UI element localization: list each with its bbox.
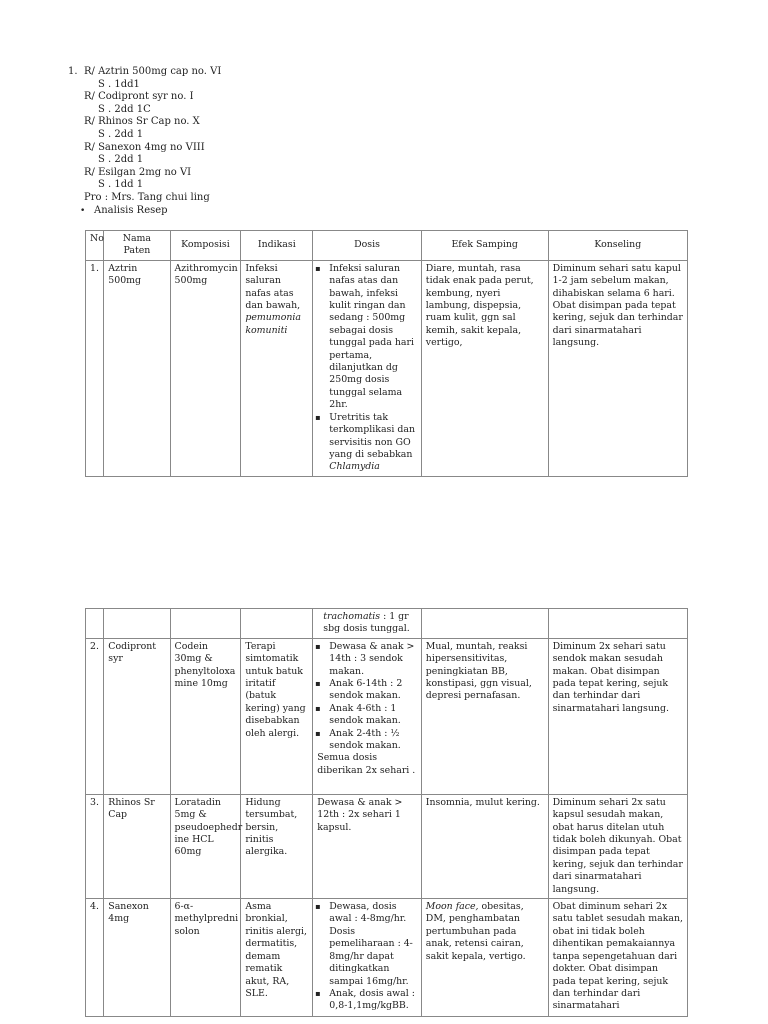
table-row-continuation xyxy=(86,609,688,639)
dosis-bullet: ▪ Infeksi saluran nafas atas dan bawah, infeksi kulit ringan dan sedang : 500mg sebagai dosis tunggal pada hari pertama, dilanjutkan dg 250mg dosis tunggal selama 2hr. xyxy=(325,263,417,412)
header-dosis: Dosis xyxy=(313,231,422,261)
dosis-bullet: ▪ Anak 2-4th : ½ sendok makan. xyxy=(325,728,417,753)
table-row xyxy=(86,899,688,1017)
cell-nama: Rhinos Sr Cap xyxy=(104,794,170,898)
cell-indikasi xyxy=(241,260,313,476)
list-number: 1. xyxy=(68,66,78,77)
cell-no: 1. xyxy=(86,260,104,476)
cell-konseling: Diminum sehari 2x satu kapsul sesudah makan, obat harus ditelan utuh tidak boleh dikunyah. Obat disimpan pada tepat kering, sejuk dan terhindar dari sinarmatahari langsung. xyxy=(548,794,687,898)
indikasi-italic: pemumonia komuniti xyxy=(245,312,301,336)
dosis-note: Semua dosis diberikan 2x sehari . xyxy=(317,752,416,776)
dosis-text: Uretritis tak terkomplikasi dan servisitis non GO yang di sebabkan xyxy=(329,411,415,460)
cell-efek xyxy=(421,899,548,1017)
cell-efek: Insomnia, mulut kering. xyxy=(421,794,548,898)
rx-line: R/ Esilgan 2mg no VI xyxy=(84,166,192,178)
cell-komposisi: Codein 30mg & phenyltoloxa mine 10mg xyxy=(170,638,241,794)
cell-nama: Codipront syr xyxy=(104,638,170,794)
cell-konseling: Obat diminum sehari 2x satu tablet sesudah makan, obat ini tidak boleh dihentikan pemakaiannya tanpa sepengetahuan dari dokter. Obat disimpan pada tepat kering, sejuk dan terhindar dari sinarmatahari xyxy=(548,899,687,1017)
dosis-bullet xyxy=(325,412,417,474)
cell-komposisi: Azithromycin 500mg xyxy=(170,260,241,476)
patient-line: Pro : Mrs. Tang chui ling xyxy=(84,191,210,203)
sig-line: S . 2dd 1C xyxy=(98,103,151,115)
rx-text: R/ Aztrin 500mg cap no. VI xyxy=(84,66,222,77)
prescription-block xyxy=(68,66,221,217)
cell-no: 4. xyxy=(86,899,104,1017)
dosis-bullet: ▪ Anak 4-6th : 1 sendok makan. xyxy=(325,703,417,728)
analysis-table-part2 xyxy=(85,608,688,1017)
cell-indikasi: Terapi simtomatik untuk batuk iritatif (batuk kering) yang disebabkan oleh alergi. xyxy=(241,638,313,794)
cell-komposisi: Loratadin 5mg & pseudoephedr ine HCL 60mg xyxy=(170,794,241,898)
cell-indikasi xyxy=(241,609,313,639)
rx-line: R/ Codipront syr no. I xyxy=(84,91,194,103)
header-konseling: Konseling xyxy=(548,231,687,261)
cell-komposisi: 6-α-methylpredni solon xyxy=(170,899,241,1017)
sig-line: S . 2dd 1 xyxy=(98,154,144,166)
dosis-bullet: ▪ Anak, dosis awal : 0,8-1,1mg/kgBB. xyxy=(325,988,417,1013)
cell-indikasi: Asma bronkial, rinitis alergi, dermatitis, demam rematik akut, RA, SLE. xyxy=(241,899,313,1017)
sig-line: S . 1dd 1 xyxy=(98,179,144,191)
cell-nama: Aztrin 500mg xyxy=(104,260,170,476)
cell-efek: Diare, muntah, rasa tidak enak pada perut, kembung, nyeri lambung, dispepsia, ruam kulit, ggn sal kemih, sakit kepala, vertigo, xyxy=(421,260,548,476)
efek-text: obesitas, DM, penghambatan pertumbuhan pada anak, retensi cairan, sakit kepala, vertigo. xyxy=(425,901,526,962)
cell-dosis: Dewasa & anak > 12th : 2x sehari 1 kapsul. xyxy=(313,794,422,898)
table-header-row xyxy=(86,231,688,261)
rx-line: R/ Rhinos Sr Cap no. X xyxy=(84,116,200,128)
cell-no xyxy=(86,609,104,639)
efek-italic: Moon face, xyxy=(425,901,479,913)
cell-no: 2. xyxy=(86,638,104,794)
dosis-italic: Chlamydia xyxy=(329,461,380,473)
table-row xyxy=(86,638,688,794)
dosis-text: : 1 gr sbg dosis tunggal. xyxy=(323,611,410,635)
header-komposisi: Komposisi xyxy=(170,231,241,261)
cell-konseling xyxy=(548,609,687,639)
dosis-bullet: ▪ Dewasa & anak > 14th : 3 sendok makan. xyxy=(325,641,417,678)
header-nama-paten: Nama Paten xyxy=(104,231,170,261)
section-bullet: • Analisis Resep xyxy=(68,205,221,218)
cell-nama xyxy=(104,609,170,639)
sig-line: S . 2dd 1 xyxy=(98,128,144,140)
sig-line: S . 1dd1 xyxy=(98,78,140,90)
table-row xyxy=(86,794,688,898)
cell-konseling: Diminum 2x sehari satu sendok makan sesudah makan. Obat disimpan pada tepat kering, sejuk dan terhindar dari sinarmatahari langsung. xyxy=(548,638,687,794)
header-efek-samping: Efek Samping xyxy=(421,231,548,261)
dosis-bullet: ▪ Dewasa, dosis awal : 4-8mg/hr. Dosis pemeliharaan : 4-8mg/hr dapat ditingkatkan sampai 16mg/hr. xyxy=(325,901,417,988)
cell-komposisi xyxy=(170,609,241,639)
cell-konseling: Diminum sehari satu kapul 1-2 jam sebelum makan, dihabiskan selama 6 hari. Obat disimpan pada tepat kering, sejuk dan terhindar dari sinarmatahari langsung. xyxy=(548,260,687,476)
cell-dosis xyxy=(313,609,422,639)
cell-efek: Mual, muntah, reaksi hipersensitivitas, peningkiatan BB, konstipasi, ggn visual, depresi pernafasan. xyxy=(421,638,548,794)
rx-line: R/ Sanexon 4mg no VIII xyxy=(84,141,205,153)
cell-dosis xyxy=(313,638,422,794)
dosis-italic: trachomatis xyxy=(323,611,381,622)
indikasi-text: Infeksi saluran nafas atas dan bawah, xyxy=(245,262,301,312)
cell-efek xyxy=(421,609,548,639)
analysis-table-part1 xyxy=(85,230,688,477)
cell-nama: Sanexon 4mg xyxy=(104,899,170,1017)
cell-no: 3. xyxy=(86,794,104,898)
cell-dosis xyxy=(313,260,422,476)
rx-line xyxy=(68,66,221,79)
cell-indikasi: Hidung tersumbat, bersin, rinitis alergika. xyxy=(241,794,313,898)
header-no: No xyxy=(86,231,104,261)
header-indikasi: Indikasi xyxy=(241,231,313,261)
table-row xyxy=(86,260,688,476)
dosis-bullet: ▪ Anak 6-14th : 2 sendok makan. xyxy=(325,678,417,703)
cell-dosis xyxy=(313,899,422,1017)
